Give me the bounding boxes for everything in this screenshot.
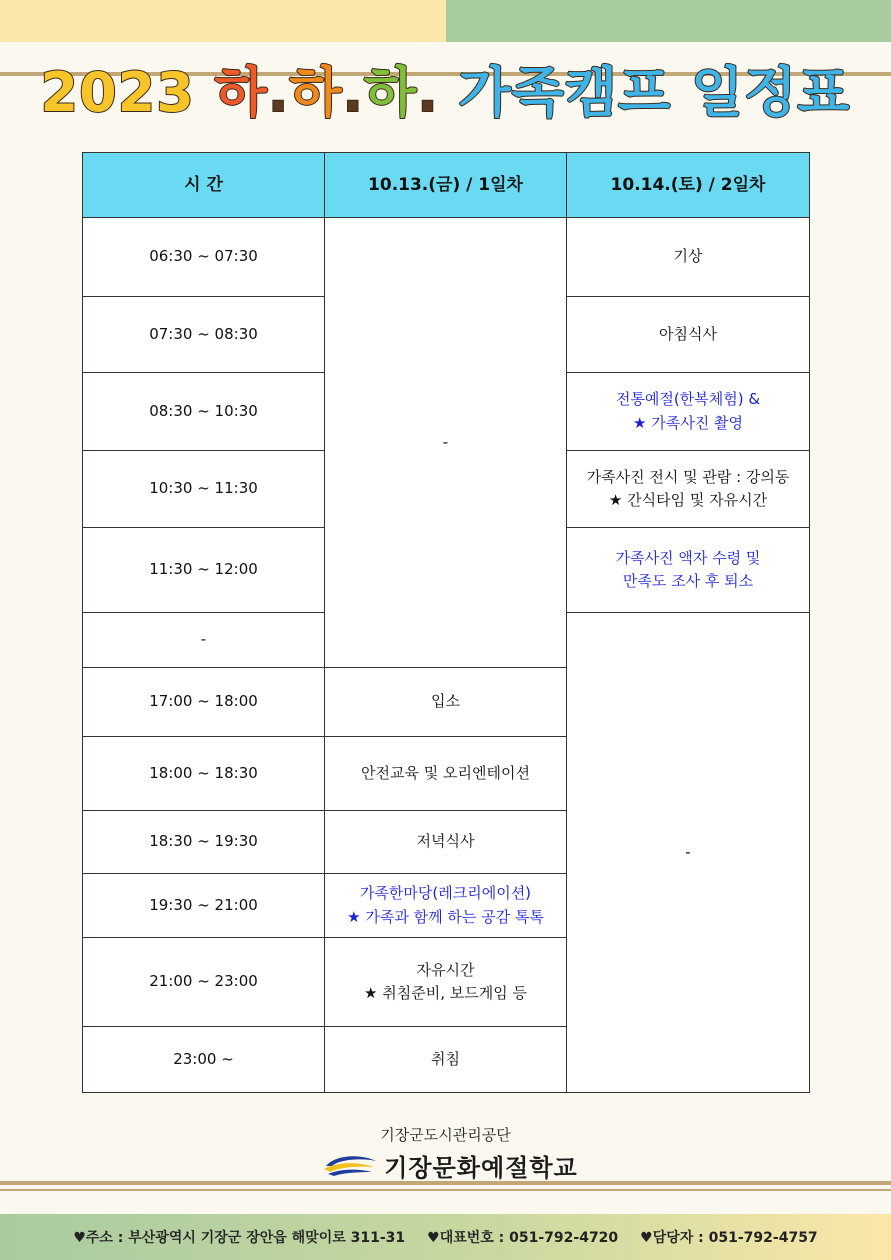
time-cell: 18:30 ~ 19:30 [83, 811, 325, 874]
day2-cell [567, 451, 810, 528]
header-time: 시 간 [83, 153, 325, 218]
day2-cell [567, 297, 810, 373]
day1-text: 안전교육 및 오리엔테이션 [361, 763, 530, 782]
manager-text: ♥담당자 : 051-792-4757 [640, 1230, 818, 1246]
time-cell: 17:00 ~ 18:00 [83, 668, 325, 737]
title-year: 2023 [40, 61, 195, 124]
time-cell: 06:30 ~ 07:30 [83, 218, 325, 297]
day2-text: 전통예절(한복체험) & [615, 390, 761, 409]
bottom-divider [0, 1181, 891, 1185]
time-cell: - [83, 613, 325, 668]
table-header-row [83, 153, 810, 218]
title-main: 가족캠프 일정표 [458, 61, 851, 124]
day2-cell [567, 528, 810, 613]
day1-cell [325, 737, 567, 811]
day1-cell [325, 668, 567, 737]
title-dot-2: . [342, 61, 365, 124]
header-day2: 10.14.(토) / 2일차 [567, 153, 810, 218]
time-cell: 21:00 ~ 23:00 [83, 938, 325, 1027]
day1-text: 가족한마당(레크리에이션) [359, 884, 532, 903]
schedule-table [82, 152, 810, 1093]
footer-logo [300, 1145, 600, 1185]
day2-cell [567, 373, 810, 451]
time-cell: 18:00 ~ 18:30 [83, 737, 325, 811]
day2-text: 기상 [673, 247, 703, 266]
day1-cell [325, 1027, 567, 1093]
contact-bar [0, 1214, 891, 1260]
day1-empty-cell: - [325, 218, 567, 668]
phone-text: ♥대표번호 : 051-792-4720 [427, 1230, 619, 1246]
day2-empty-cell: - [567, 613, 810, 1093]
day1-cell [325, 811, 567, 874]
footer-school-name: 기장문화예절학교 [384, 1153, 578, 1182]
day1-text: ★ 취침준비, 보드게임 등 [364, 984, 527, 1002]
time-cell: 07:30 ~ 08:30 [83, 297, 325, 373]
time-cell: 11:30 ~ 12:00 [83, 528, 325, 613]
day2-text: ★ 간식타임 및 자유시간 [608, 491, 768, 509]
day2-text: 아침식사 [659, 324, 717, 343]
title-dot-1: . [267, 61, 290, 124]
title-ha-3: 하 [364, 61, 418, 124]
address-text: ♥주소 : 부산광역시 기장군 장안읍 해맞이로 311-31 [73, 1230, 406, 1246]
title-dot-3: . [417, 61, 439, 124]
day2-text: 가족사진 전시 및 관람 : 강의동 [586, 467, 790, 486]
day1-cell [325, 874, 567, 938]
bottom-divider-thin [0, 1189, 891, 1191]
time-cell: 23:00 ~ [83, 1027, 325, 1093]
title-ha-1: 하 [214, 61, 268, 124]
day1-text: 취침 [431, 1049, 460, 1068]
top-band-green [446, 0, 891, 42]
top-band-yellow [0, 0, 446, 42]
day2-cell [567, 218, 810, 297]
day2-text: ★ 가족사진 촬영 [633, 413, 743, 432]
page-title [0, 50, 891, 127]
day1-cell [325, 938, 567, 1027]
title-ha-2: 하 [289, 61, 343, 124]
day1-text: 입소 [431, 692, 460, 711]
time-cell: 19:30 ~ 21:00 [83, 874, 325, 938]
day1-text: 저녁식사 [416, 832, 475, 851]
day2-text: 만족도 조사 후 퇴소 [622, 572, 754, 590]
school-logo-icon [322, 1152, 378, 1178]
time-cell: 08:30 ~ 10:30 [83, 373, 325, 451]
day1-text: 자유시간 [416, 960, 475, 979]
table-row [83, 218, 810, 297]
footer-org-name: 기장군도시관리공단 [380, 1126, 511, 1144]
header-day1: 10.13.(금) / 1일차 [325, 153, 567, 218]
time-cell: 10:30 ~ 11:30 [83, 451, 325, 528]
day1-text: ★ 가족과 함께 하는 공감 톡톡 [347, 907, 544, 926]
day2-text: 가족사진 액자 수령 및 [615, 548, 761, 567]
